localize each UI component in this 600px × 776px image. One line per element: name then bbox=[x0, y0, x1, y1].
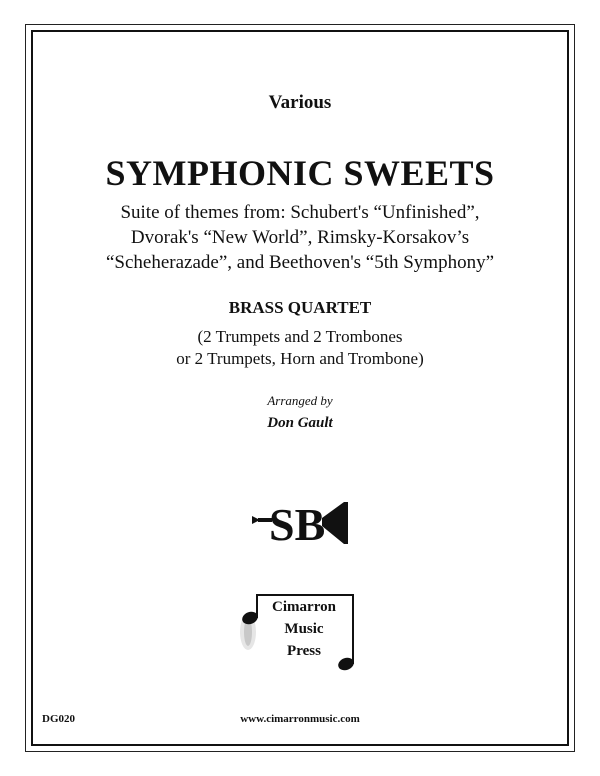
ensemble-label: BRASS QUARTET bbox=[228, 298, 372, 317]
subtitle-block bbox=[0, 200, 600, 275]
instrumentation-line: (2 Trumpets and 2 Trombones bbox=[197, 327, 403, 346]
score-title: SYMPHONIC SWEETS bbox=[105, 153, 495, 193]
instrumentation-block bbox=[0, 326, 600, 370]
arranger-name: Don Gault bbox=[267, 415, 333, 431]
arranged-by-label: Arranged by bbox=[267, 393, 333, 408]
instrumentation-line: or 2 Trumpets, Horn and Trombone) bbox=[176, 349, 424, 368]
publisher-line: Press bbox=[287, 643, 321, 659]
composer-name: Various bbox=[268, 92, 332, 113]
subtitle-line: “Scheherazade”, and Beethoven's “5th Symphony” bbox=[105, 252, 495, 273]
publisher-line: Music bbox=[284, 621, 324, 637]
publisher-name bbox=[256, 596, 352, 662]
publisher-line: Cimarron bbox=[272, 599, 336, 615]
sb-logo-text: SB bbox=[269, 499, 326, 550]
website-url: www.cimarronmusic.com bbox=[240, 713, 360, 725]
subtitle-line: Dvorak's “New World”, Rimsky-Korsakov’s bbox=[130, 227, 470, 248]
catalog-number: DG020 bbox=[42, 713, 75, 725]
sb-publisher-logo bbox=[252, 496, 352, 550]
subtitle-line: Suite of themes from: Schubert's “Unfinished”, bbox=[120, 202, 480, 223]
